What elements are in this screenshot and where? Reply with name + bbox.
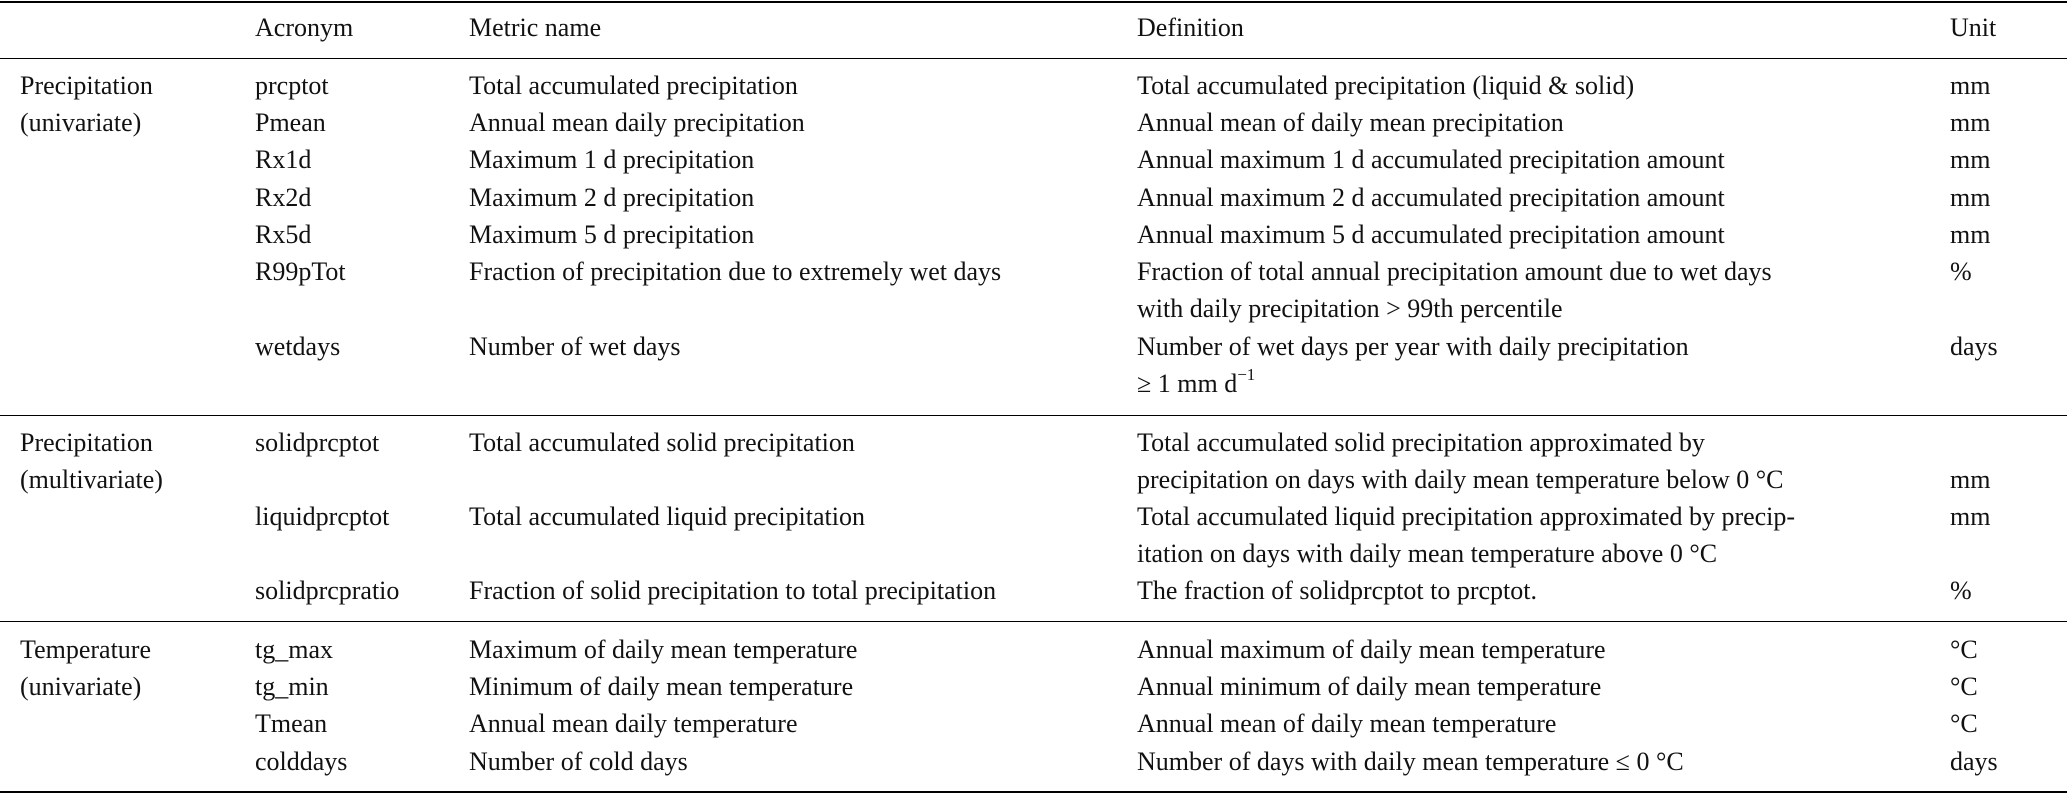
group-label: Precipitation [20, 71, 153, 100]
definition-text: ≥ 1 mm d [1137, 369, 1238, 398]
metric-name-cell: Total accumulated precipitation [469, 71, 798, 100]
header-rule [0, 58, 2067, 59]
unit-cell: % [1950, 576, 1972, 605]
acronym-cell: Rx2d [255, 183, 312, 212]
unit-cell: days [1950, 747, 1998, 776]
definition-cell: Annual maximum 1 d accumulated precipitation amount [1137, 145, 1725, 174]
group-label: Precipitation [20, 428, 153, 457]
definition-cell: Total accumulated precipitation (liquid & solid) [1137, 71, 1635, 100]
acronym-cell: Rx5d [255, 220, 312, 249]
acronym-cell: tg_min [255, 672, 329, 701]
acronym-cell: solidprcpratio [255, 576, 400, 605]
definition-cell: with daily precipitation > 99th percentile [1137, 294, 1563, 323]
metric-name-cell: Fraction of precipitation due to extremely wet days [469, 257, 1002, 286]
definition-cell: Annual mean of daily mean temperature [1137, 709, 1557, 738]
unit-cell: °C [1950, 709, 1978, 738]
metric-name-cell: Minimum of daily mean temperature [469, 672, 854, 701]
superscript: −1 [1237, 365, 1256, 385]
acronym-cell: wetdays [255, 332, 341, 361]
header-acronym: Acronym [255, 13, 354, 42]
acronym-cell: R99pTot [255, 257, 346, 286]
metric-name-cell: Maximum 2 d precipitation [469, 183, 755, 212]
definition-cell [1137, 365, 1255, 402]
group-divider-1 [0, 415, 2067, 416]
definition-cell: Annual maximum 2 d accumulated precipitation amount [1137, 183, 1725, 212]
unit-cell: mm [1950, 145, 1991, 174]
acronym-cell: liquidprcptot [255, 502, 390, 531]
unit-cell: mm [1950, 220, 1991, 249]
definition-cell: Number of days with daily mean temperature ≤ 0 °C [1137, 747, 1684, 776]
group-label: (univariate) [20, 672, 142, 701]
acronym-cell: Tmean [255, 709, 328, 738]
definition-cell: Total accumulated solid precipitation approximated by [1137, 428, 1705, 457]
metric-name-cell: Maximum 1 d precipitation [469, 145, 755, 174]
group-label: (univariate) [20, 108, 142, 137]
definition-cell: Number of wet days per year with daily precipitation [1137, 332, 1689, 361]
metric-name-cell: Total accumulated solid precipitation [469, 428, 855, 457]
unit-cell: °C [1950, 672, 1978, 701]
definition-cell: Annual minimum of daily mean temperature [1137, 672, 1602, 701]
unit-cell: mm [1950, 108, 1991, 137]
unit-cell: °C [1950, 635, 1978, 664]
definition-cell: Annual maximum 5 d accumulated precipitation amount [1137, 220, 1725, 249]
top-rule [0, 1, 2067, 3]
unit-cell: mm [1950, 71, 1991, 100]
unit-cell: mm [1950, 465, 1991, 494]
group-label: Temperature [20, 635, 151, 664]
acronym-cell: solidprcptot [255, 428, 380, 457]
definition-cell: Annual maximum of daily mean temperature [1137, 635, 1606, 664]
acronym-cell: Rx1d [255, 145, 312, 174]
definition-cell: precipitation on days with daily mean temperature below 0 °C [1137, 465, 1784, 494]
metric-name-cell: Maximum 5 d precipitation [469, 220, 755, 249]
acronym-cell: tg_max [255, 635, 333, 664]
metric-name-cell: Maximum of daily mean temperature [469, 635, 858, 664]
header-unit: Unit [1950, 13, 1997, 42]
unit-cell: mm [1950, 502, 1991, 531]
bottom-rule [0, 791, 2067, 793]
group-divider-2 [0, 621, 2067, 622]
metric-name-cell: Annual mean daily temperature [469, 709, 798, 738]
metric-name-cell: Number of cold days [469, 747, 688, 776]
unit-cell: mm [1950, 183, 1991, 212]
header-definition: Definition [1137, 13, 1244, 42]
definition-cell: Annual mean of daily mean precipitation [1137, 108, 1564, 137]
metric-name-cell: Annual mean daily precipitation [469, 108, 805, 137]
unit-cell: days [1950, 332, 1998, 361]
metric-name-cell: Total accumulated liquid precipitation [469, 502, 865, 531]
acronym-cell: prcptot [255, 71, 329, 100]
metric-name-cell: Number of wet days [469, 332, 681, 361]
definition-cell: itation on days with daily mean temperature above 0 °C [1137, 539, 1718, 568]
metric-name-cell: Fraction of solid precipitation to total precipitation [469, 576, 997, 605]
acronym-cell: colddays [255, 747, 348, 776]
acronym-cell: Pmean [255, 108, 326, 137]
definition-cell: Fraction of total annual precipitation amount due to wet days [1137, 257, 1772, 286]
definition-cell: The fraction of solidprcptot to prcptot. [1137, 576, 1538, 605]
group-label: (multivariate) [20, 465, 163, 494]
unit-cell: % [1950, 257, 1972, 286]
definition-cell: Total accumulated liquid precipitation approximated by precip- [1137, 502, 1796, 531]
header-metric-name: Metric name [469, 13, 602, 42]
